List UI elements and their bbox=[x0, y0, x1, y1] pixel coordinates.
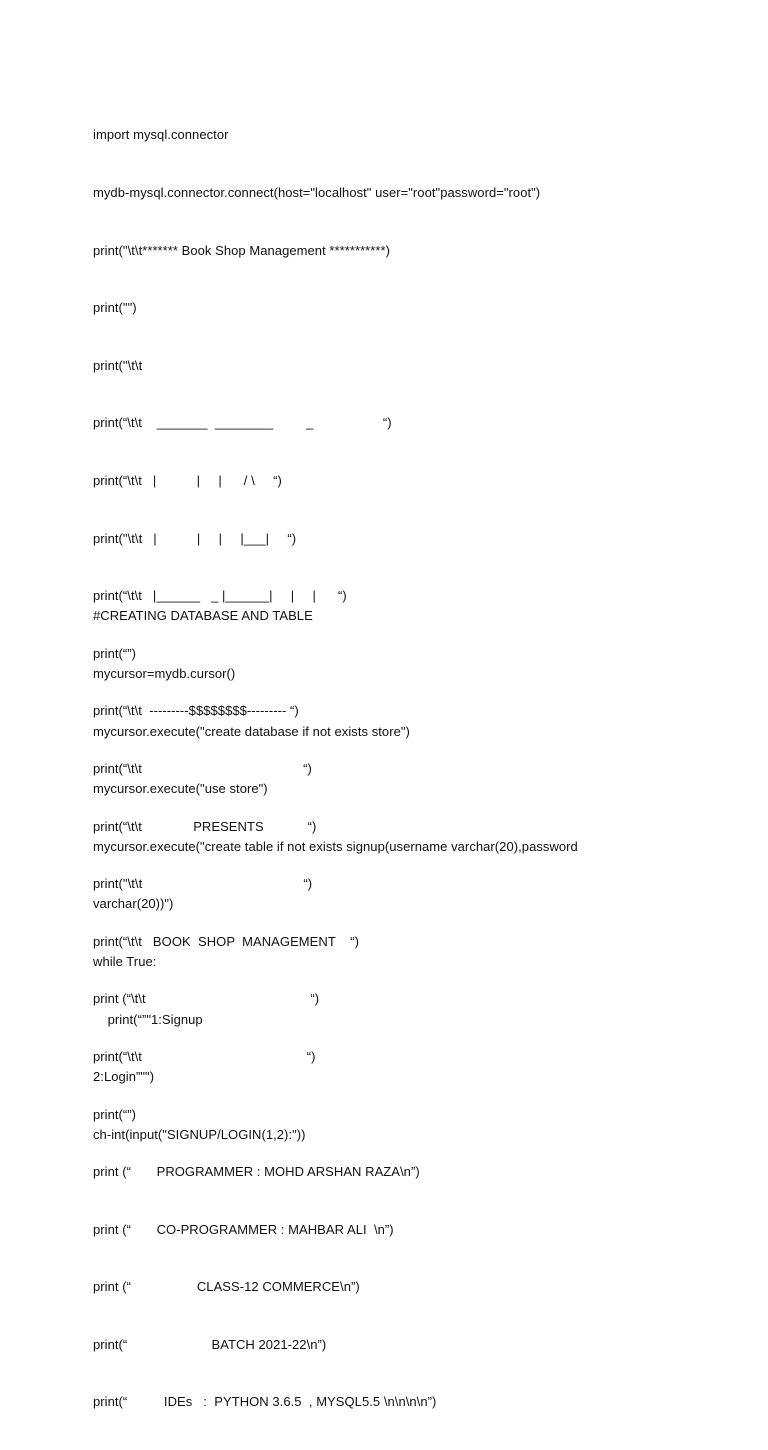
code-line: print (“ CO-PROGRAMMER : MAHBAR ALI \n”) bbox=[93, 1221, 394, 1237]
code-line: print(“\t\t BOOK SHOP MANAGEMENT “) bbox=[93, 933, 359, 949]
code-line: print(“ BATCH 2021-22\n”) bbox=[93, 1336, 327, 1352]
code-line: print (“ PROGRAMMER : MOHD ARSHAN RAZA\n”) bbox=[93, 1164, 420, 1180]
code-line: mydb-mysql.connector.connect(host="localhost" user="root"password="root") bbox=[93, 185, 541, 200]
code-line: print(“\t\t _______ ________ _ “) bbox=[93, 415, 392, 431]
code-line: mycursor.execute("create table if not exists signup(username varchar(20),password bbox=[93, 838, 578, 854]
code-line: print(“\t\t |______ _ |______| | | “) bbox=[93, 588, 347, 604]
code-line: print("\t\t | | | |___| “) bbox=[93, 530, 297, 546]
code-line: print(“\t\t | | | / \ “) bbox=[93, 472, 282, 488]
code-line: ch-int(input("SIGNUP/LOGIN(1,2):")) bbox=[93, 1126, 306, 1142]
code-line: import mysql.connector bbox=[93, 127, 229, 143]
code-line: print(“”"1:Signup bbox=[93, 1011, 203, 1027]
code-line: print (“\t\t “) bbox=[93, 991, 320, 1007]
code-line: varchar(20))") bbox=[93, 896, 174, 912]
code-line: print(“\t\t PRESENTS “) bbox=[93, 818, 317, 834]
code-line: 2:Login”"") bbox=[93, 1069, 155, 1085]
code-line: print("\t\t bbox=[93, 357, 143, 373]
code-line: print(“”) bbox=[93, 645, 137, 661]
code-line: print (“ CLASS-12 COMMERCE\n”) bbox=[93, 1279, 360, 1295]
code-line: print("") bbox=[93, 300, 137, 316]
code-line: print("\t\t “) bbox=[93, 876, 313, 892]
code-line: mycursor.execute("create database if not exists store") bbox=[93, 723, 410, 739]
code-line: print(“\t\t “) bbox=[93, 760, 312, 776]
code-line: print("\t\t******* Book Shop Management ***********) bbox=[93, 242, 390, 258]
code-line: print(“”) bbox=[93, 1106, 137, 1122]
code-line: mycursor=mydb.cursor() bbox=[93, 666, 236, 681]
code-line: print(“ IDEs : PYTHON 3.6.5 , MYSQL5.5 \n\n\n\n”) bbox=[93, 1394, 437, 1410]
code-line: print(“\t\t “) bbox=[93, 1048, 316, 1064]
code-line: print(“\t\t ---------$$$$$$$$--------- “) bbox=[93, 703, 299, 719]
code-line: mycursor.execute("use store") bbox=[93, 781, 268, 797]
code-line: #CREATING DATABASE AND TABLE bbox=[93, 608, 313, 624]
code-line: while True: bbox=[93, 953, 157, 969]
code-block-database bbox=[93, 568, 653, 1182]
